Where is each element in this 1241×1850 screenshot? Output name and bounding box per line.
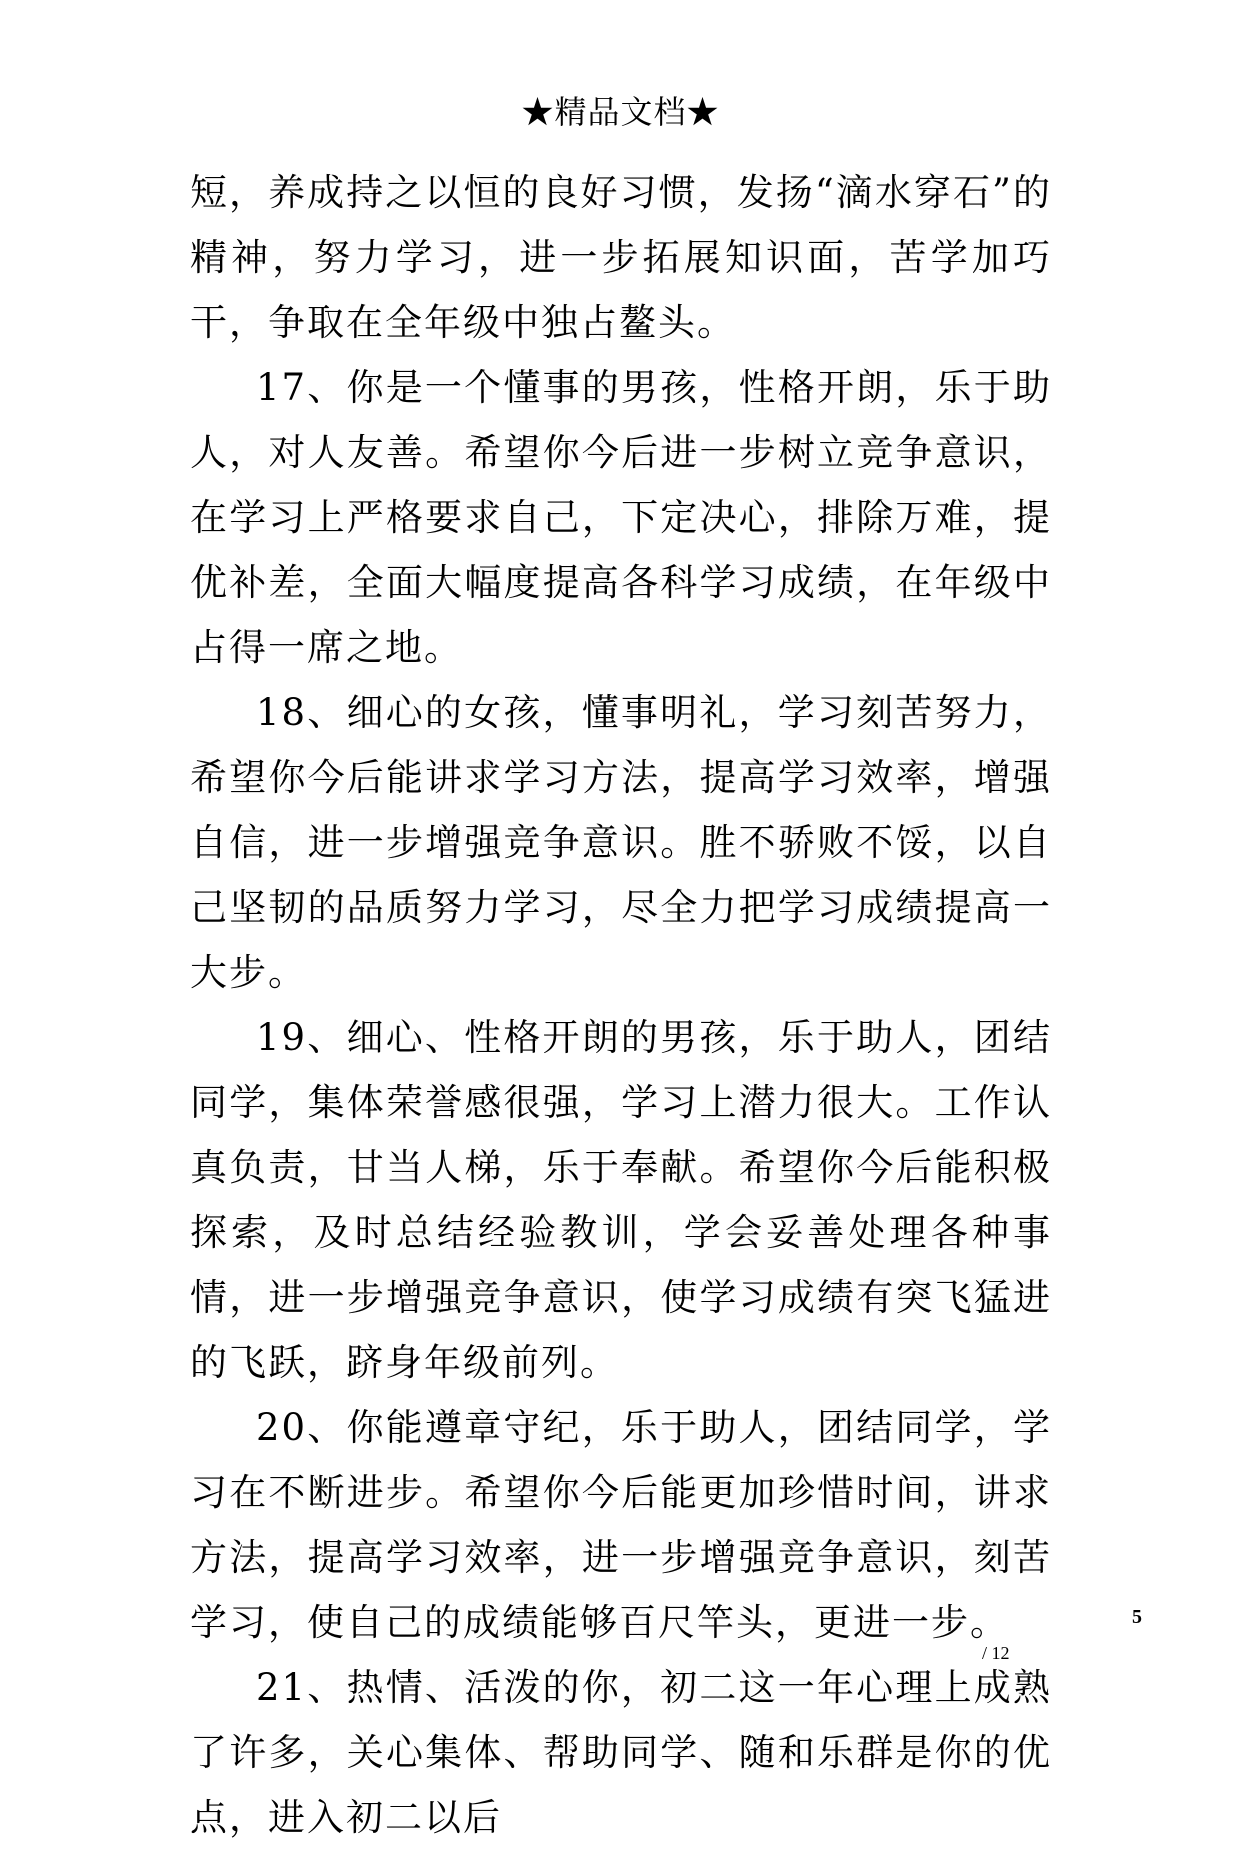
paragraph-comment-18: 18、细心的女孩，懂事明礼，学习刻苦努力，希望你今后能讲求学习方法，提高学习效率，增强自信，进一步增强竞争意识。胜不骄败不馁，以自己坚韧的品质努力学习，尽全力把学习成绩提高一大步。 — [190, 691, 1052, 994]
paragraph-comment-21: 21、热情、活泼的你，初二这一年心理上成熟了许多，关心集体、帮助同学、随和乐群是你的优点，进入初二以后 — [190, 1666, 1052, 1839]
paragraph-comment-19: 19、细心、性格开朗的男孩，乐于助人，团结同学，集体荣誉感很强，学习上潜力很大。工作认真负责，甘当人梯，乐于奉献。希望你今后能积极探索，及时总结经验教训，学会妥善处理各种事情，进一步增强竞争意识，使学习成绩有突飞猛进的飞跃，跻身年级前列。 — [190, 1016, 1052, 1384]
paragraph-comment-17: 17、你是一个懂事的男孩，性格开朗，乐于助人，对人友善。希望你今后进一步树立竞争意识，在学习上严格要求自己，下定决心，排除万难，提优补差，全面大幅度提高各科学习成绩，在年级中占得一席之地。 — [190, 366, 1052, 669]
paragraph-comment-20: 20、你能遵章守纪，乐于助人，团结同学，学习在不断进步。希望你今后能更加珍惜时间，讲求方法，提高学习效率，进一步增强竞争意识，刻苦学习，使自己的成绩能够百尺竿头，更进一步。 — [190, 1406, 1052, 1644]
paragraph-continuation: 短，养成持之以恒的良好习惯，发扬“滴水穿石”的精神，努力学习，进一步拓展知识面，苦学加巧干，争取在全年级中独占鳌头。 — [190, 171, 1052, 344]
page-total: / 12 — [982, 1643, 1010, 1663]
document-header-title: ★精品文档★ — [521, 93, 720, 131]
page-number: 5 — [1132, 1606, 1142, 1628]
document-body — [190, 160, 1052, 1850]
